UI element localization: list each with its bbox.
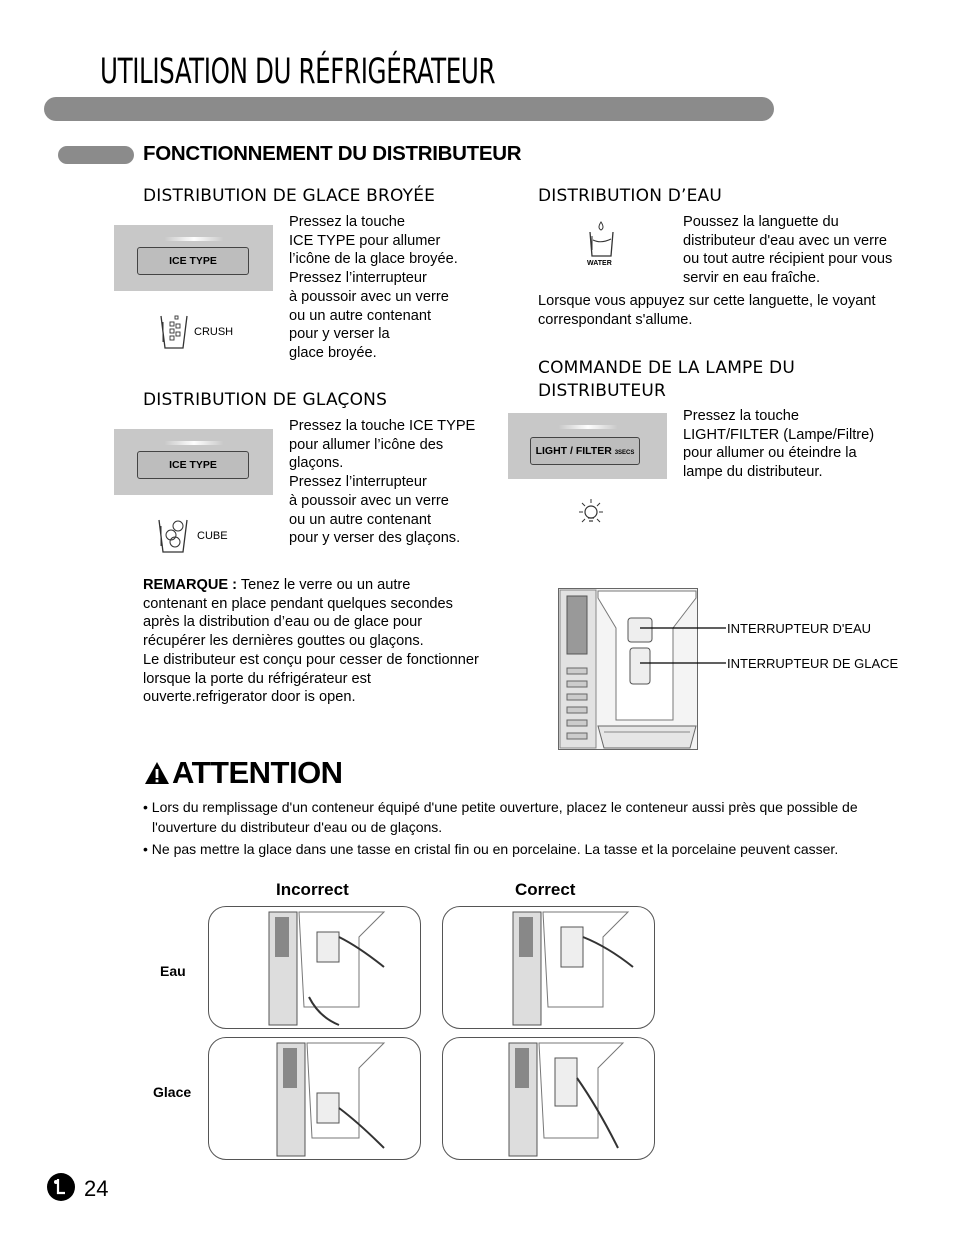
incorrect-label: Incorrect — [276, 880, 349, 899]
diagram-leader-lines — [640, 622, 730, 672]
cube-label: CUBE — [197, 530, 228, 542]
remark-text: REMARQUE : Tenez le verre ou un autre contenant en place pendant quelques secondes après la distribution d’eau ou de glace pour récupérer les dernières gouttes ou glaçons. Le distributeur est conçu pour cesser de fonctionner lorsque la porte du réfrigérateur est ouverte.refrigerator door is open. — [143, 577, 479, 706]
lamp-icon — [574, 497, 608, 531]
row-water-label: Eau — [160, 963, 186, 979]
water-label: WATER — [587, 260, 612, 267]
correct-label: Correct — [515, 880, 576, 899]
page-number: 24 — [84, 1176, 109, 1201]
ice-type-panel-2 — [114, 429, 273, 495]
lg-logo-icon — [46, 1172, 76, 1202]
crush-label: CRUSH — [194, 326, 234, 338]
lamp-text: Pressez la touche LIGHT/FILTER (Lampe/Filtre) pour allumer ou éteindre la lampe du distributeur. — [683, 408, 875, 481]
ice-type-button-2[interactable]: ICE TYPE — [137, 451, 249, 479]
crushed-text: Pressez la touche ICE TYPE pour allumer l’icône de la glace broyée. Pressez l’interrupteur à poussoir avec un verre ou un autre contenant pour y verser la glace broyée. — [289, 214, 458, 361]
correct-ice-illustration — [442, 1037, 655, 1160]
light-filter-panel — [508, 413, 667, 479]
ice-type-panel — [114, 225, 273, 291]
cube-icon — [156, 516, 190, 556]
attention-title: ATTENTION — [172, 755, 343, 790]
attention-bullet-2: • Ne pas mettre la glace dans une tasse en cristal fin ou en porcelaine. La tasse et la porcelaine peuvent casser. — [143, 841, 839, 857]
incorrect-water-illustration — [208, 906, 421, 1029]
water-switch-label: INTERRUPTEUR D'EAU — [727, 621, 872, 636]
ice-switch-label: INTERRUPTEUR DE GLACE — [727, 656, 899, 671]
title-bar — [44, 97, 774, 121]
cubes-heading: DISTRIBUTION DE GLAÇONS — [143, 390, 388, 410]
attention-bullet-1: • Lors du remplissage d'un conteneur équipé d'une petite ouverture, placez le conteneur aussi près que possible de l'ouverture du distributeur d'eau ou de glaçons. — [143, 799, 858, 835]
warning-icon — [143, 760, 171, 786]
row-ice-label: Glace — [153, 1084, 192, 1100]
lamp-heading: COMMANDE DE LA LAMPE DU DISTRIBUTEUR — [538, 358, 795, 401]
crush-icon — [158, 312, 190, 352]
water-text: Poussez la languette du distributeur d'eau avec un verre ou tout autre récipient pour vous servir en eau fraîche. — [683, 214, 893, 287]
section-pill — [58, 146, 134, 164]
water-heading: DISTRIBUTION D’EAU — [538, 186, 723, 206]
water-note: Lorsque vous appuyez sur cette languette, le voyant correspondant s'allume. — [538, 293, 876, 328]
incorrect-ice-illustration — [208, 1037, 421, 1160]
cubes-text: Pressez la touche ICE TYPE pour allumer l’icône des glaçons. Pressez l’interrupteur à poussoir avec un verre ou un autre contenant pour y verser des glaçons. — [289, 418, 476, 547]
water-icon — [586, 220, 616, 258]
ice-type-button[interactable]: ICE TYPE — [137, 247, 249, 275]
section-title: FONCTIONNEMENT DU DISTRIBUTEUR — [143, 142, 522, 165]
crushed-heading: DISTRIBUTION DE GLACE BROYÉE — [143, 186, 436, 206]
light-filter-button[interactable]: LIGHT / FILTER 3SECS — [530, 437, 640, 465]
page-title: UTILISATION DU RÉFRIGÉRATEUR — [100, 52, 496, 92]
correct-water-illustration — [442, 906, 655, 1029]
